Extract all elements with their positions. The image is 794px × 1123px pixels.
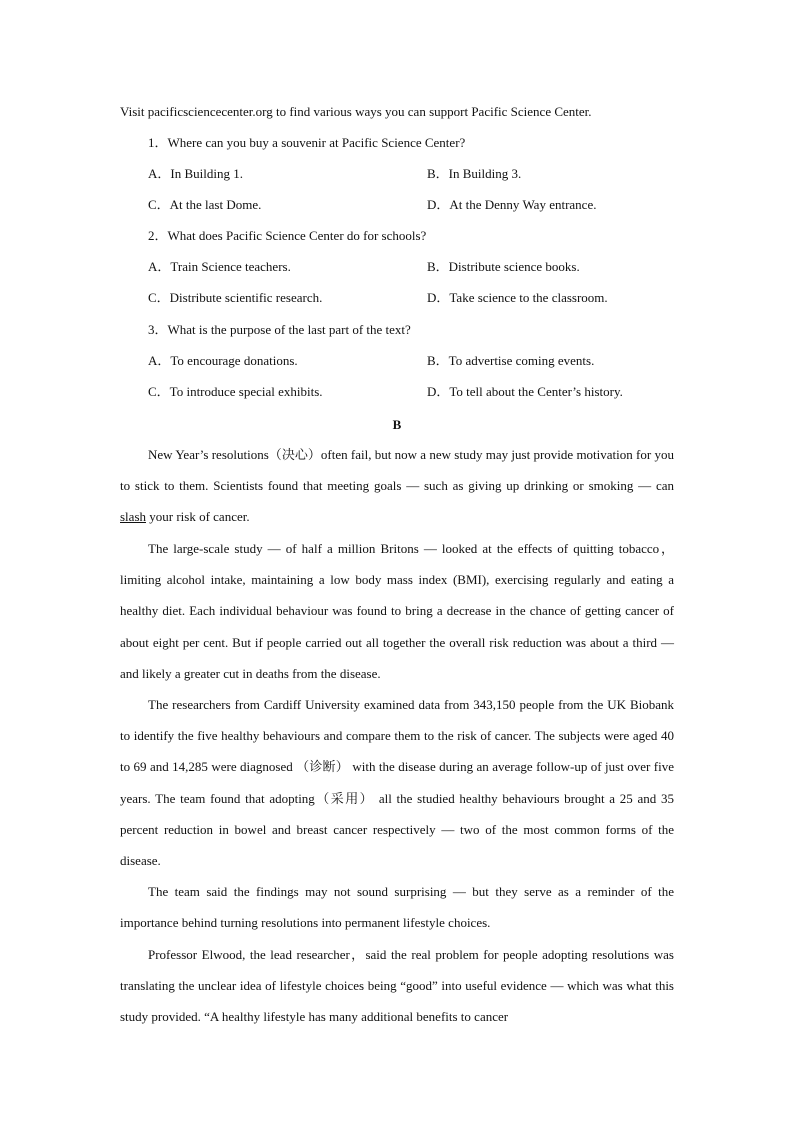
section-b-heading: B [392, 417, 402, 432]
question-2-option-d: D．Take science to the classroom. [427, 290, 608, 305]
paragraph-5: Professor Elwood, the lead researcher，said the real problem for people adopting resolutions was translating the unclear idea of lifestyle choices being “good” into useful evidence — which was what this study provided. “A healthy lifestyle has many additional benefits to cancer [120, 947, 674, 1025]
question-2-option-b: B．Distribute science books. [427, 259, 580, 274]
paragraph-4: The team said the findings may not sound surprising — but they serve as a reminder of the importance behind turning resolutions into permanent lifestyle choices. [120, 884, 674, 931]
question-3-option-c: C．To introduce special exhibits. [148, 384, 323, 399]
question-3-option-a: A．To encourage donations. [148, 353, 298, 368]
intro-line: Visit pacificsciencecenter.org to find various ways you can support Pacific Science Center. [120, 104, 592, 119]
question-1-stem: 1．Where can you buy a souvenir at Pacific Science Center? [148, 135, 466, 150]
paragraph-1-text-after: your risk of cancer. [146, 509, 250, 525]
paragraph-1-text-before: New Year’s resolutions（决心）often fail, but now a new study may just provide motivation for you to stick to them. Scientists found that meeting goals — such as giving up drinking or smoking — can [120, 447, 674, 494]
question-3-stem: 3．What is the purpose of the last part of the text? [148, 322, 411, 337]
question-2-stem: 2．What does Pacific Science Center do for schools? [148, 228, 427, 243]
underlined-word: slash [120, 509, 146, 525]
paragraph-2: The large-scale study — of half a million Britons — looked at the effects of quitting tobacco，limiting alcohol intake, maintaining a low body mass index (BMI), exercising regularly and eating a healthy diet. Each individual behaviour was found to bring a decrease in the chance of getting cancer of about eight per cent. But if people carried out all together the overall risk reduction was about a third — and likely a greater cut in deaths from the disease. [120, 541, 674, 681]
paragraph-3: The researchers from Cardiff University examined data from 343,150 people from the UK Biobank to identify the five healthy behaviours and compare them to the risk of cancer. The subjects were aged 40 to 69 and 14,285 were diagnosed （诊断） with the disease during an average follow-up of just over five years. The team found that adopting（采用） all the studied healthy behaviours brought a 25 and 35 percent reduction in bowel and breast cancer respectively — two of the most common forms of the disease. [120, 697, 674, 869]
paragraph-1 [120, 439, 674, 533]
question-1-option-a: A．In Building 1. [148, 166, 243, 181]
question-1-option-c: C．At the last Dome. [148, 197, 262, 212]
question-1-option-d: D．At the Denny Way entrance. [427, 197, 597, 212]
question-1-option-b: B．In Building 3. [427, 166, 522, 181]
question-3-option-d: D．To tell about the Center’s history. [427, 384, 623, 399]
question-2-option-c: C．Distribute scientific research. [148, 290, 323, 305]
question-3-option-b: B．To advertise coming events. [427, 353, 595, 368]
question-2-option-a: A．Train Science teachers. [148, 259, 291, 274]
